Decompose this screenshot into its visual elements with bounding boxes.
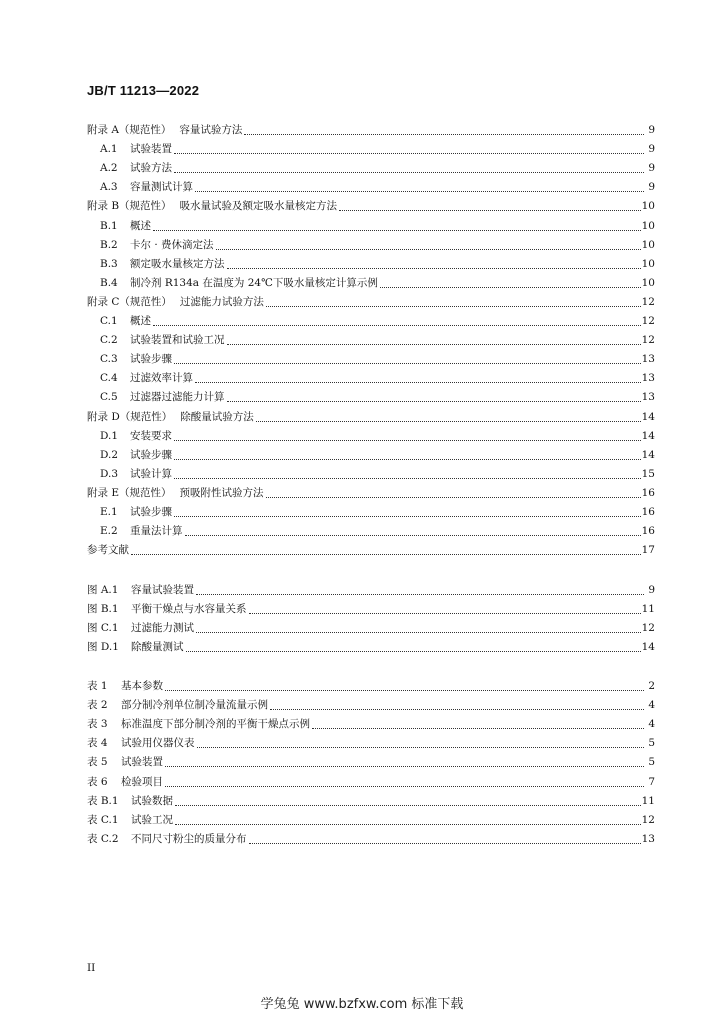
toc-entry-label <box>100 448 173 462</box>
toc-entry-label <box>100 524 184 538</box>
toc-entry-label <box>87 755 164 769</box>
toc-leader-dots <box>266 294 641 307</box>
toc-entry-label <box>87 602 248 616</box>
toc-entry-label <box>100 429 173 443</box>
toc-entry-title: 预吸附性试验方法 <box>179 486 264 499</box>
toc-entry-page: 9 <box>648 143 655 156</box>
toc-entry-page: 13 <box>641 372 655 385</box>
toc-leader-dots <box>174 351 641 364</box>
toc-entry-title: 容量试验装置 <box>131 584 194 596</box>
toc-entry-page: 12 <box>641 813 655 826</box>
toc-leader-dots <box>196 620 641 633</box>
toc-entry-code: 表 C.1 <box>87 813 119 826</box>
toc-entry-label <box>87 813 174 827</box>
toc-entry-page: 9 <box>648 584 655 596</box>
toc-entry-title: 试验装置和试验工况 <box>130 334 225 347</box>
toc-entry-code: 表 B.1 <box>87 794 119 807</box>
toc-entry-code: 图 C.1 <box>87 622 119 634</box>
toc-entry-code: 附录 B（规范性） <box>87 200 172 213</box>
toc-entry-page: 4 <box>648 699 655 712</box>
toc-entry-code: D.3 <box>100 467 119 480</box>
toc-entry-label <box>87 832 248 846</box>
toc-entry-page: 17 <box>641 544 655 557</box>
toc-entry-title: 安装要求 <box>130 429 172 442</box>
toc-entry[interactable] <box>87 790 655 808</box>
toc-entry-title: 部分制冷剂单位制冷量流量示例 <box>121 699 268 712</box>
toc-entry[interactable] <box>87 732 655 750</box>
toc-leader-dots <box>380 275 641 288</box>
toc-entry-title: 过滤能力测试 <box>131 622 194 634</box>
toc-entry-code: 图 B.1 <box>87 603 119 615</box>
toc-entry-page: 11 <box>641 603 655 615</box>
toc-entry-page: 14 <box>641 410 655 423</box>
toc-entry-page: 9 <box>648 124 655 136</box>
toc-entry-label <box>87 621 195 635</box>
toc-entry[interactable] <box>87 694 655 712</box>
toc-entry-label <box>100 505 173 519</box>
toc-entry[interactable] <box>87 195 655 213</box>
toc-entry-code: 表 1 <box>87 680 108 692</box>
toc-entry-code: D.2 <box>100 448 119 461</box>
toc-entry-page: 12 <box>641 315 655 327</box>
toc-entry-title: 试验装置 <box>121 756 163 769</box>
toc-entry[interactable] <box>100 501 655 519</box>
toc-entry-label <box>87 717 311 731</box>
toc-leader-dots <box>195 370 641 383</box>
toc-entry-title: 试验工况 <box>131 813 173 826</box>
toc-entry-label <box>100 238 215 252</box>
toc-leader-dots <box>174 141 644 154</box>
toc-leader-dots <box>185 523 641 536</box>
toc-leader-dots <box>270 697 644 710</box>
toc-entry-label <box>100 257 226 271</box>
toc-leader-dots <box>174 447 641 460</box>
toc-leader-dots <box>195 179 644 192</box>
toc-entry-title: 不同尺寸粉尘的质量分布 <box>131 832 247 845</box>
toc-entry[interactable] <box>87 539 655 557</box>
toc-entry-title: 制冷剂 R134a 在温度为 24℃下吸水量核定计算示例 <box>130 276 378 289</box>
toc-entry-page: 10 <box>641 238 655 251</box>
toc-entry-title: 试验步骤 <box>130 448 172 461</box>
toc-entry-label <box>100 390 226 404</box>
toc-leader-dots <box>175 812 641 825</box>
toc-entry-page: 14 <box>641 448 655 461</box>
toc-entry-code: B.4 <box>100 276 118 289</box>
toc-entry-code: A.2 <box>100 162 118 175</box>
toc-entry[interactable] <box>87 291 655 309</box>
toc-entry-title: 检验项目 <box>121 775 163 788</box>
page-number: II <box>87 962 96 974</box>
toc-entry-page: 7 <box>648 775 655 788</box>
toc-leader-dots <box>249 831 641 844</box>
toc-entry-code: C.2 <box>100 334 118 347</box>
toc-entry-code: C.5 <box>100 391 118 404</box>
toc-entry-label <box>100 333 226 347</box>
toc-leader-dots <box>216 237 641 250</box>
toc-leader-dots <box>165 754 644 767</box>
toc-entry-title: 容量测试计算 <box>130 181 193 194</box>
toc-entry-label <box>87 679 164 693</box>
toc-entry-page: 13 <box>641 391 655 404</box>
toc-entry-page: 12 <box>641 622 655 634</box>
toc-entry-code: 附录 D（规范性） <box>87 410 173 423</box>
toc-entry-code: 附录 E（规范性） <box>87 486 172 499</box>
toc-entry-title: 平衡干燥点与水容量关系 <box>131 603 247 615</box>
toc-entry-code: A.3 <box>100 181 118 194</box>
toc-entry-page: 15 <box>641 467 655 480</box>
toc-leader-dots <box>256 409 641 422</box>
toc-entry-code: B.2 <box>100 238 118 251</box>
toc-leader-dots <box>174 428 641 441</box>
toc-entry-page: 14 <box>641 429 655 442</box>
toc-leader-dots <box>131 542 641 555</box>
toc-leader-dots <box>249 601 641 614</box>
toc-leader-dots <box>174 160 644 173</box>
toc-entry-title: 除酸量试验方法 <box>180 410 254 423</box>
toc-leader-dots <box>165 774 644 787</box>
toc-entry-code: B.1 <box>100 219 118 232</box>
toc-entry-title: 基本参数 <box>121 680 163 692</box>
toc-entry-code: C.3 <box>100 353 118 366</box>
toc-leader-dots <box>196 582 644 595</box>
toc-entry-title: 概述 <box>130 315 151 327</box>
toc-entry-label <box>87 410 255 424</box>
toc-entry-code: 附录 A（规范性） <box>87 124 172 136</box>
toc-entry[interactable] <box>100 425 655 443</box>
toc-entry-label <box>87 199 338 213</box>
toc-entry[interactable] <box>100 386 655 404</box>
toc-entry-title: 试验步骤 <box>130 506 172 518</box>
toc-entry-code: 表 4 <box>87 737 108 750</box>
toc-entry-label <box>100 219 152 233</box>
toc-leader-dots <box>174 466 641 479</box>
toc-entry-page: 11 <box>641 794 655 807</box>
toc-entry-label <box>87 736 196 750</box>
toc-entry-page: 12 <box>641 334 655 347</box>
toc-entry-label <box>100 314 152 328</box>
toc-entry-title: 标准温度下部分制冷剂的平衡干燥点示例 <box>121 718 310 731</box>
toc-entry-title: 容量试验方法 <box>179 124 243 136</box>
toc-entry-label <box>100 276 379 290</box>
toc-entry-label <box>87 123 243 137</box>
toc-entry-code: A.1 <box>100 143 118 156</box>
toc-entry-code: 表 2 <box>87 699 108 712</box>
toc-entry-label <box>87 486 265 500</box>
watermark-text[interactable]: 学兔兔 www.bzfxw.com 标准下载 <box>260 997 464 1012</box>
toc-entry[interactable] <box>100 329 655 347</box>
toc-entry-code: B.3 <box>100 257 118 270</box>
toc-leader-dots <box>227 389 641 402</box>
toc-entry-label <box>100 371 194 385</box>
toc-entry-page: 10 <box>641 219 655 232</box>
toc-entry-title: 参考文献 <box>87 544 129 557</box>
toc-entry-title: 概述 <box>130 219 151 232</box>
toc-entry-label <box>100 161 173 175</box>
toc-leader-dots <box>186 639 641 652</box>
toc-entry-title: 过滤能力试验方法 <box>179 295 264 308</box>
toc-entry-page: 2 <box>648 680 655 692</box>
toc-entry[interactable] <box>87 828 655 846</box>
toc-entry-title: 试验计算 <box>130 467 172 480</box>
toc-entry-label <box>87 583 195 597</box>
toc-entry[interactable] <box>100 253 655 271</box>
toc-entry[interactable] <box>100 444 655 462</box>
toc-entry-page: 10 <box>641 257 655 270</box>
toc-leader-dots <box>227 256 641 269</box>
toc-leader-dots <box>153 313 641 326</box>
toc-leader-dots <box>227 332 641 345</box>
toc-entry[interactable] <box>100 176 655 194</box>
toc-entry-label <box>100 352 173 366</box>
toc-entry[interactable] <box>87 636 655 654</box>
toc-entry-title: 额定吸水量核定方法 <box>130 257 225 270</box>
toc-entry[interactable] <box>87 406 655 424</box>
toc-entry[interactable] <box>87 713 655 731</box>
toc-leader-dots <box>175 793 641 806</box>
toc-entry-title: 试验步骤 <box>130 353 172 366</box>
toc-entry-title: 重量法计算 <box>130 525 183 538</box>
toc-entry[interactable] <box>87 809 655 827</box>
toc-entry[interactable] <box>100 520 655 538</box>
toc-entry-page: 9 <box>648 181 655 194</box>
toc-entry[interactable] <box>100 157 655 175</box>
toc-entry-title: 吸水量试验及额定吸水量核定方法 <box>179 200 338 213</box>
toc-entry-code: 图 A.1 <box>87 584 119 596</box>
toc-entry[interactable] <box>100 138 655 156</box>
toc-entry[interactable] <box>87 579 655 597</box>
toc-entry-label <box>87 543 130 557</box>
toc-entry[interactable] <box>100 310 655 328</box>
toc-entry[interactable] <box>100 463 655 481</box>
toc-entry-page: 4 <box>648 718 655 731</box>
toc-entry-label <box>87 640 185 654</box>
toc-entry-code: 图 D.1 <box>87 641 119 653</box>
toc-leader-dots <box>312 716 644 729</box>
toc-leader-dots <box>153 218 641 231</box>
toc-entry[interactable] <box>87 119 655 137</box>
toc-leader-dots <box>165 678 644 691</box>
toc-entry-label <box>100 142 173 156</box>
toc-entry-page: 16 <box>641 506 655 518</box>
toc-entry[interactable] <box>87 617 655 635</box>
standard-code: JB/T 11213—2022 <box>87 83 200 98</box>
toc-entry[interactable] <box>100 234 655 252</box>
toc-entry-code: C.1 <box>100 315 118 327</box>
toc-entry[interactable] <box>100 272 655 290</box>
toc-entry-page: 10 <box>641 200 655 213</box>
toc-entry-title: 试验用仪器仪表 <box>121 737 195 750</box>
toc-entry-page: 14 <box>641 641 655 653</box>
toc-entry-page: 5 <box>648 737 655 750</box>
toc-leader-dots <box>197 735 645 748</box>
toc-entry-label <box>87 794 174 808</box>
toc-leader-dots <box>244 122 644 135</box>
toc-entry-page: 13 <box>641 832 655 845</box>
toc-entry-label <box>87 698 269 712</box>
toc-entry[interactable] <box>87 598 655 616</box>
toc-entry[interactable] <box>87 675 655 693</box>
toc-entry-page: 16 <box>641 486 655 499</box>
toc-entry-page: 16 <box>641 525 655 538</box>
toc-entry-code: 表 3 <box>87 718 108 731</box>
toc-entry-code: C.4 <box>100 372 118 385</box>
toc-entry-label <box>100 180 194 194</box>
toc-entry-page: 12 <box>641 295 655 308</box>
toc-entry-label <box>87 295 265 309</box>
toc-entry-title: 试验方法 <box>130 162 172 175</box>
toc-entry-code: 表 C.2 <box>87 832 119 845</box>
toc-entry[interactable] <box>87 771 655 789</box>
toc-entry-code: D.1 <box>100 429 119 442</box>
toc-entry-title: 过滤器过滤能力计算 <box>130 391 225 404</box>
toc-entry-code: 表 6 <box>87 775 108 788</box>
toc-entry-title: 卡尔 · 费休滴定法 <box>130 238 214 251</box>
toc-entry-label <box>100 467 173 481</box>
toc-entry-page: 13 <box>641 353 655 366</box>
toc-entry[interactable] <box>100 348 655 366</box>
toc-entry[interactable] <box>87 482 655 500</box>
toc-entry-code: 表 5 <box>87 756 108 769</box>
toc-entry-code: E.1 <box>100 506 118 518</box>
toc-entry-label <box>87 775 164 789</box>
toc-leader-dots <box>174 504 641 517</box>
toc-leader-dots <box>266 485 641 498</box>
toc-entry-code: E.2 <box>100 525 118 538</box>
toc-entry-title: 试验数据 <box>131 794 173 807</box>
toc-entry-page: 5 <box>648 756 655 769</box>
toc-entry-title: 除酸量测试 <box>131 641 184 653</box>
toc-entry-title: 试验装置 <box>130 143 172 156</box>
toc-leader-dots <box>339 198 641 211</box>
toc-entry-title: 过滤效率计算 <box>130 372 193 385</box>
toc-entry[interactable] <box>100 215 655 233</box>
toc-entry-page: 9 <box>648 162 655 175</box>
toc-entry-page: 10 <box>641 276 655 289</box>
toc-entry[interactable] <box>87 751 655 769</box>
toc-entry-code: 附录 C（规范性） <box>87 295 172 308</box>
toc-entry[interactable] <box>100 367 655 385</box>
